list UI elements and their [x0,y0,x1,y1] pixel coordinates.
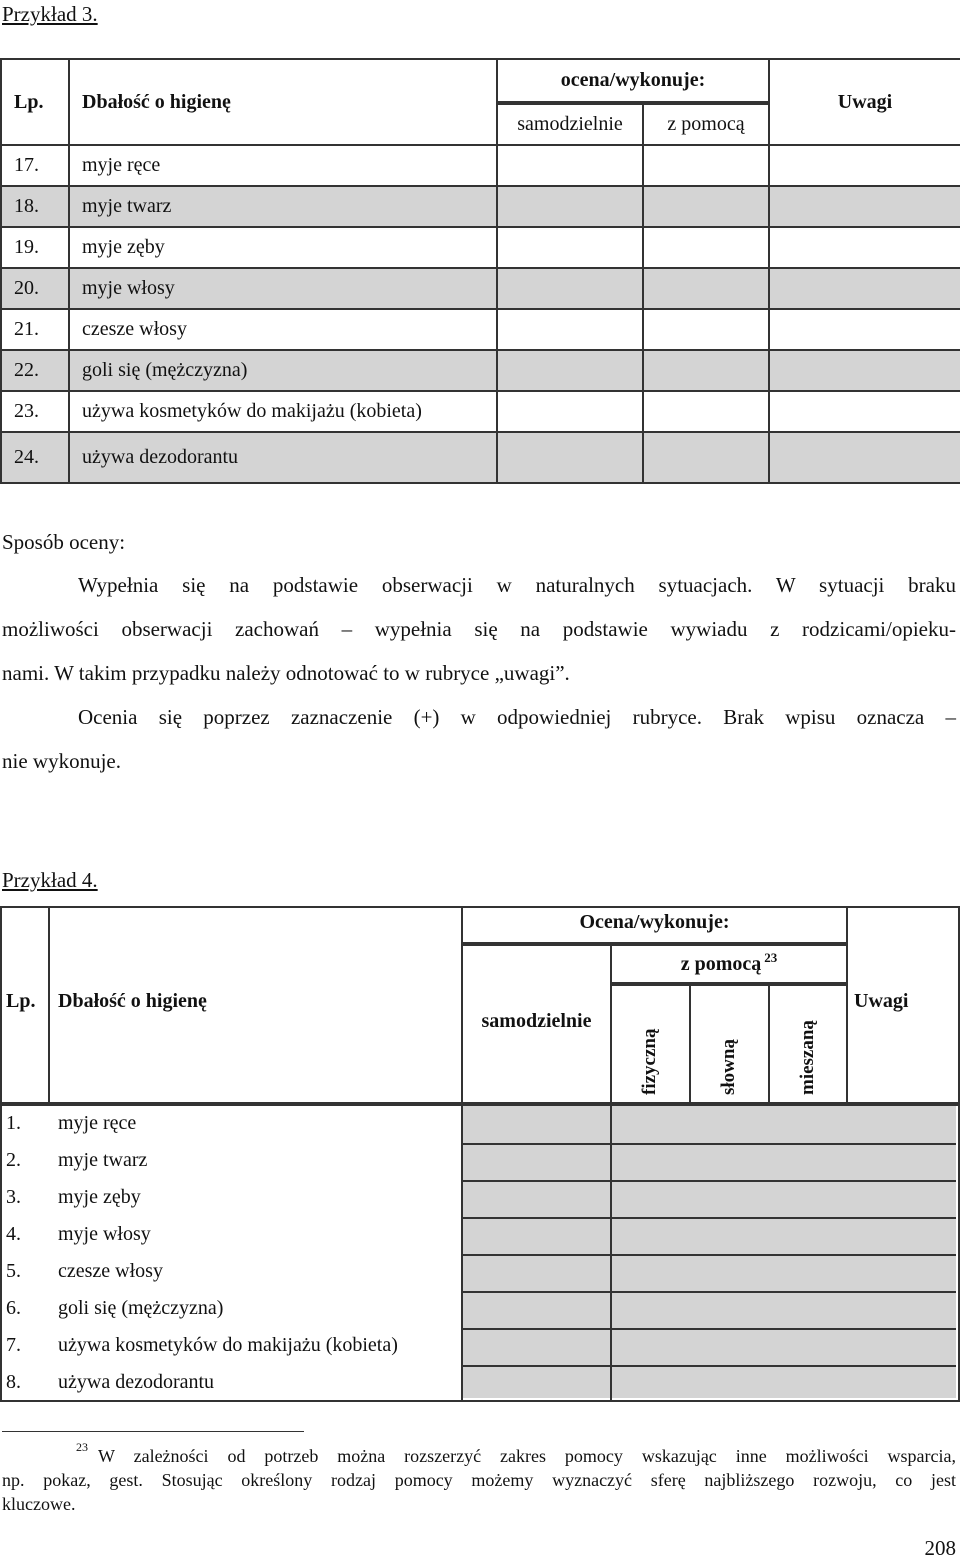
with-help-cell[interactable] [643,186,769,227]
table-row [6,1106,21,1143]
footnote-number: 23 [76,1440,88,1454]
with-help-cell[interactable] [643,309,769,350]
divider [463,1291,956,1293]
row-label: myje włosy [58,1223,151,1245]
row-label: myje ręce [58,1112,137,1134]
with-help-label: z pomocą [680,953,762,975]
mixed-help-header: mieszaną [797,1020,818,1095]
table-row [6,1291,21,1325]
independent-cell[interactable] [497,186,643,227]
with-help-cell[interactable] [643,268,769,309]
page-number: 208 [924,1536,956,1560]
independent-cell[interactable] [497,432,643,483]
example4-rows [2,1106,461,1398]
table-row [1,350,960,391]
row-label: używa dezodorantu [58,1371,215,1393]
footnote-line: W zależności od potrzeb można rozszerzyć zakres pomocy wskazując inne możliwości wsparcia, [98,1446,956,1466]
physical-help-header: fizyczną [639,1028,660,1095]
row-number: 4. [6,1223,21,1245]
divider [463,1365,956,1367]
method-paragraph-line: nami. W takim przypadku należy odnotować to w rubryce „uwagi”. [2,661,570,685]
lp-header: Lp. [6,990,36,1012]
table-row [1,268,960,309]
row-label: myje twarz [69,186,497,227]
divider [610,982,848,986]
with-help-header: z pomocą [643,103,769,145]
divider [463,1254,956,1256]
row-number: 20. [1,268,69,309]
table-row [6,1180,21,1214]
method-paragraph-line: Ocenia się poprzez zaznaczenie (+) w odpowiedniej rubryce. Brak wpisu oznacza – [78,705,956,729]
method-title: Sposób oceny: [2,530,126,554]
table-row [6,1365,21,1399]
row-label: używa dezodorantu [69,432,497,483]
table-row [1,391,960,432]
remarks-header: Uwagi [769,59,960,145]
row-label: myje zęby [58,1186,141,1208]
example3-header-row [1,59,960,103]
row-number: 18. [1,186,69,227]
row-number: 19. [1,227,69,268]
with-help-cell[interactable] [643,350,769,391]
table-row [6,1217,21,1251]
remarks-cell[interactable] [769,186,960,227]
category-header: Dbałość o higienę [69,59,497,145]
independent-cell[interactable] [497,309,643,350]
with-help-cell[interactable] [643,145,769,186]
with-help-header [612,950,846,976]
category-header: Dbałość o higienę [58,990,207,1012]
row-number: 3. [6,1186,21,1208]
remarks-cell[interactable] [769,432,960,483]
row-number: 5. [6,1260,21,1282]
row-number: 22. [1,350,69,391]
table-row [1,227,960,268]
footnote-line: kluczowe. [2,1494,76,1514]
method-paragraph-line: Wypełnia się na podstawie obserwacji w naturalnych sytuacjach. W sytuacji braku [78,573,956,597]
with-help-cell[interactable] [643,432,769,483]
row-number: 6. [6,1297,21,1319]
table-row [1,432,960,483]
table-row [6,1143,21,1177]
with-help-cell[interactable] [643,227,769,268]
row-number: 2. [6,1149,21,1171]
table-row [1,145,960,186]
independent-cell[interactable] [497,391,643,432]
table-row [1,309,960,350]
remarks-cell[interactable] [769,268,960,309]
divider [463,1328,956,1330]
footnote-line: np. pokaz, gest. Stosując określony rodzaj pomocy możemy wyznaczyć sferę najbliższego rozwoju, co jest [2,1470,956,1490]
divider [689,984,691,1104]
with-help-cell[interactable] [643,391,769,432]
row-label: myje zęby [69,227,497,268]
divider [461,942,848,946]
method-paragraph-line: nie wykonuje. [2,749,121,773]
divider [768,984,770,1104]
table-row [6,1328,21,1362]
row-label: goli się (mężczyzna) [69,350,497,391]
row-number: 1. [6,1112,21,1134]
remarks-header: Uwagi [854,990,909,1012]
divider [48,906,50,1104]
remarks-cell[interactable] [769,309,960,350]
row-label: czesze włosy [58,1260,163,1282]
remarks-cell[interactable] [769,145,960,186]
table-row [1,186,960,227]
row-label: czesze włosy [69,309,497,350]
divider [463,1143,956,1145]
row-number: 17. [1,145,69,186]
divider [463,1180,956,1182]
lp-header: Lp. [1,59,69,145]
example3-heading: Przykład 3. [2,2,98,26]
independent-header: samodzielnie [481,1010,592,1032]
independent-cell[interactable] [497,268,643,309]
example4-table [0,906,960,1402]
independent-cell[interactable] [497,145,643,186]
row-label: myje twarz [58,1149,148,1171]
row-label: myje ręce [69,145,497,186]
assessment-header: ocena/wykonuje: [497,59,769,103]
independent-cell[interactable] [497,227,643,268]
independent-column-cells[interactable] [463,1106,610,1398]
remarks-cell[interactable] [769,227,960,268]
row-number: 21. [1,309,69,350]
independent-cell[interactable] [497,350,643,391]
independent-header: samodzielnie [497,103,643,145]
verbal-help-header: słowną [718,1039,739,1095]
divider [846,906,848,1104]
remarks-cell[interactable] [769,391,960,432]
remarks-cell[interactable] [769,350,960,391]
row-label: używa kosmetyków do makijażu (kobieta) [69,391,497,432]
row-number: 8. [6,1371,21,1393]
divider [463,1217,956,1219]
footnote-ref: 23 [764,950,778,965]
example3-table [0,58,960,484]
row-label: myje włosy [69,268,497,309]
row-label: goli się (mężczyzna) [58,1297,224,1319]
footnote-separator [2,1431,304,1432]
with-help-column-cells[interactable] [612,1106,956,1398]
method-paragraph-line: możliwości obserwacji zachowań – wypełnia się na podstawie wywiadu z rodzicami/opieku- [2,617,956,641]
row-number: 24. [1,432,69,483]
example4-heading: Przykład 4. [2,868,98,892]
row-label: używa kosmetyków do makijażu (kobieta) [58,1334,398,1356]
assessment-header: Ocena/wykonuje: [579,911,730,933]
row-number: 7. [6,1334,21,1356]
table-row [6,1254,21,1288]
row-number: 23. [1,391,69,432]
